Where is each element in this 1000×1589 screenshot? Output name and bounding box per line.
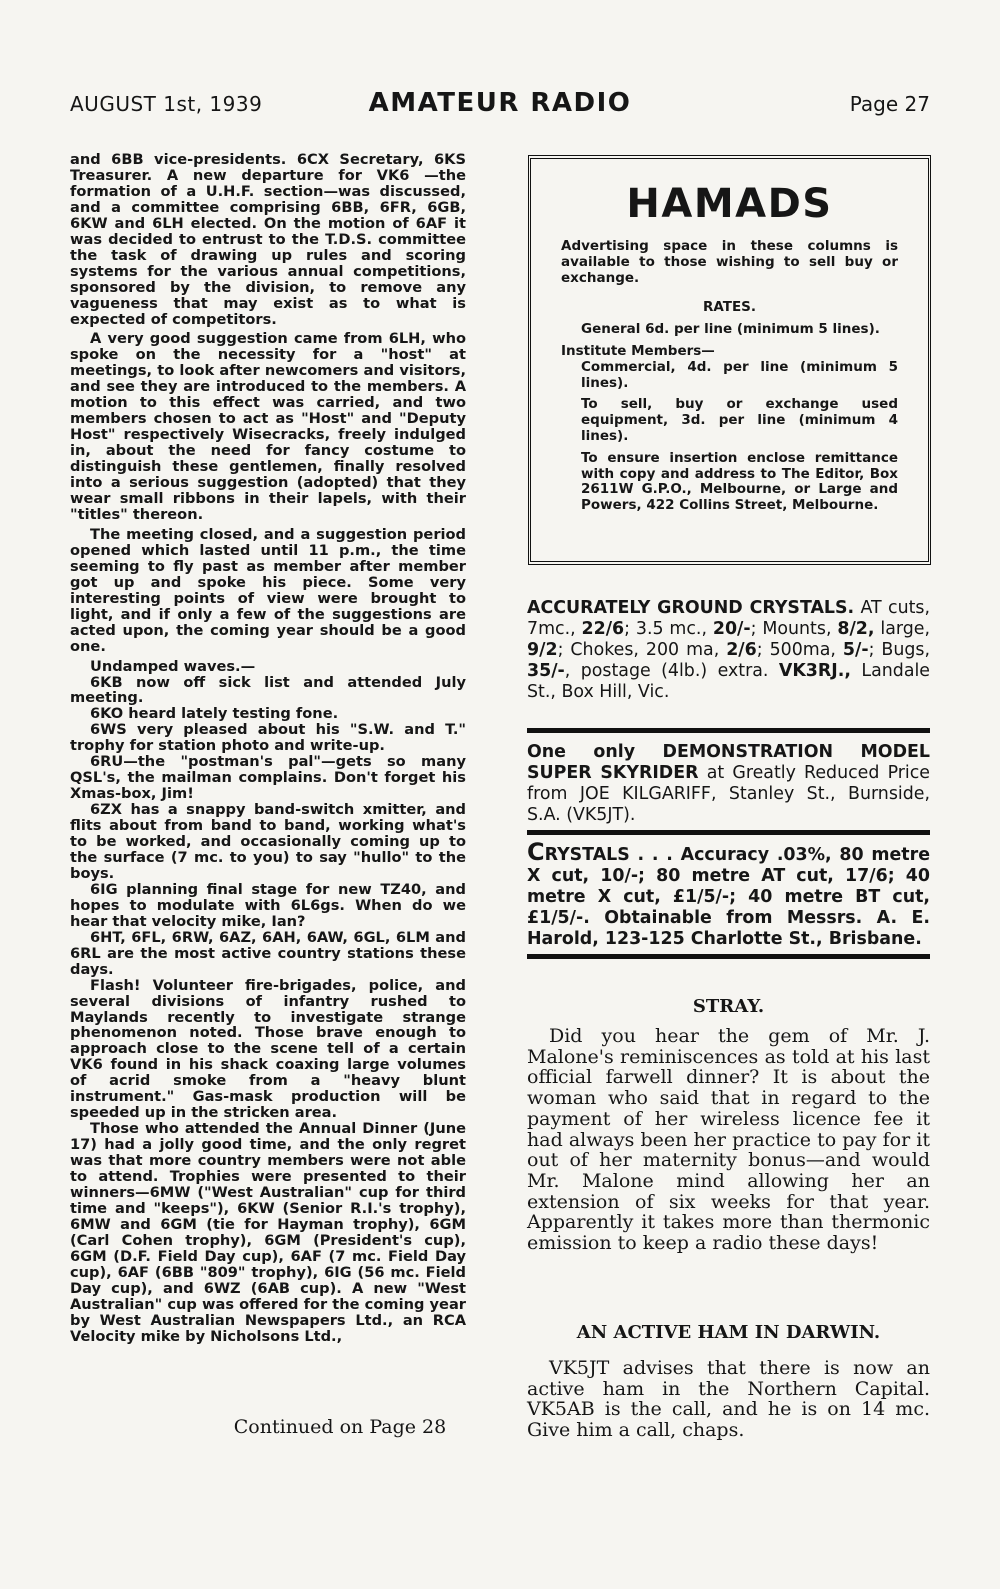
divider-rule [527,954,930,959]
ad-price: 22/6 [581,619,625,639]
stray-body [527,1026,930,1254]
article-paragraph: The meeting closed, and a suggestion period opened which lasted until 11 p.m., the time seeming to fly past as member after member got up and spoke his piece. Some very interesting points of view were brought to light, and if only a few of the suggestions are acted upon, the coming year should be a good one. [70,525,466,655]
ad-text: Landale St., Box Hill, Vic. [527,661,931,702]
rates-heading: RATES. [702,299,757,316]
rate-commercial: Commercial, 4d. per line (minimum 5 lines). [581,358,898,391]
issue-date: AUGUST 1st, 1939 [70,92,263,116]
rate-used-equipment: To sell, buy or exchange used equipment, 3d. per line (minimum 4 lines). [581,396,898,444]
hamads-body [561,239,898,514]
article-paragraph: 6KB now off sick list and attended July meeting. [70,673,466,707]
article-paragraph: 6WS very pleased about his "S.W. and T." trophy for station photo and write-up. [70,721,466,755]
ad-heading: ACCURATELY GROUND CRYSTALS. [527,598,855,618]
article-paragraph: 6HT, 6FL, 6RW, 6AZ, 6AH, 6AW, 6GL, 6LM and 6RL are the most active country stations these days. [70,928,466,978]
article-paragraph: 6ZX has a snappy band-switch xmitter, and flits about from band to band, working what's to be worked, and occasionally coming up to the surface (7 mc. to you) to say "hullo" to the boys. [70,801,466,882]
darwin-body [527,1358,930,1441]
ad-text: ; Mounts, [750,619,838,639]
ad-text: AT cuts, 7mc., [527,598,930,639]
darwin-title: AN ACTIVE HAM IN DARWIN. [576,1322,881,1343]
article-paragraph: Those who attended the Annual Dinner (June 17) had a jolly good time, and the only regret was that more country members were not able to attend. Trophies were presented to their winners—6MW ("West Australian" cup for third time and "keeps"), 6KW (Senior R.I.'s trophy), 6MW and 6GM (tie for Hayman trophy), 6GM (Carl Cohen trophy), 6GM (President's cup), 6GM (D.F. Field Day cup), 6AF (7 mc. Field Day cup), 6AF (6BB "809" trophy), 6IG (56 mc. Field Day cup), and 6WZ (6AB cup). A new "West Australian" cup was offered for the coming year by West Australian Newspapers Ltd., an RCA Velocity mike by Nicholsons Ltd., [70,1120,466,1345]
left-column-article [70,152,466,1345]
ad-demonstration-model [527,742,930,826]
ad-price: 8/2, [837,619,875,639]
rate-general: General 6d. per line (minimum 5 lines). [581,321,880,338]
article-paragraph: 6RU—the "postman's pal"—gets so many QSL's, the mailman complains. Don't forget his Xmas-box, Jim! [70,753,466,803]
stray-paragraph: Did you hear the gem of Mr. J. Malone's reminiscences as told at his last official farwell dinner? It is about the woman who said that in regard to the payment of her wireless licence fee it had always been her practice to pay for it out of her maternity bonus—and would Mr. Malone mind allowing her an extension of six weeks for that year. Apparently it takes more than thermonic emission to keep a radio these days! [527,1025,930,1255]
ad-text: Accuracy .03%, 80 metre X cut, 10/-; 80 metre AT cut, 17/6; 40 metre X cut, £1/5/-; 40 metre BT cut, £1/5/-. Obtainable from Messrs. A. E. Harold, 123-125 Charlotte St., Brisbane. [527,845,930,949]
drop-letter: C [527,838,545,866]
insertion-note: To ensure insertion enclose remittance with copy and address to The Editor, Box 2611W G.P.O., Melbourne, or Large and Powers, 422 Collins Street, Melbourne. [581,449,898,514]
ad-text: ; 500ma, [756,640,843,660]
ad-price: 9/2 [527,640,558,660]
ad-heading: RYSTALS . . . [544,845,673,865]
ad-callsign: VK3RJ., [778,661,851,681]
ad-text: ; Bugs, [868,640,930,660]
ad-text: ; Chokes, 200 ma, [557,640,727,660]
ad-heading: One only DEMONSTRATION MODEL SUPER SKYRIDER [527,742,930,783]
page-number: Page 27 [849,92,930,116]
ad-text: at Greatly Reduced Price from JOE KILGARIFF, Stanley St., Burnside, S.A. (VK5JT). [527,763,930,825]
ad-price: 35/- [527,661,565,681]
ad-price: 2/6 [726,640,757,660]
article-paragraph: 6IG planning final stage for new TZ40, and hopes to modulate with 6L6gs. When do we hear that velocity mike, Ian? [70,880,466,930]
darwin-paragraph: VK5JT advises that there is now an active ham in the Northern Capital. VK5AB is the call, and he is on 14 mc. Give him a call, chaps. [527,1357,930,1442]
article-paragraph: and 6BB vice-presidents. 6CX Secretary, 6KS Treasurer. A new departure for VK6 —the formation of a U.H.F. section—was discussed, and a committee comprising 6BB, 6FR, 6GB, 6KW and 6LH elected. On the motion of 6AF it was decided to entrust to the T.D.S. committee the task of drawing up rules and scoring systems for the various annual competitions, sponsored by the division, to remove any vagueness that may exist as to what is expected of competitors. [70,151,466,328]
page-header [70,88,930,124]
magazine-title: AMATEUR RADIO [368,88,632,118]
hamads-box [528,155,931,565]
continued-note: Continued on Page 28 [233,1416,447,1438]
ad-crystals-brisbane [527,838,930,950]
article-paragraph: Undamped waves.— [90,657,256,675]
article-paragraph: 6KO heard lately testing fone. [90,705,339,723]
divider-rule [527,830,930,835]
ad-price: 5/- [842,640,869,660]
ad-text: large, [874,619,930,639]
divider-rule [527,728,930,733]
hamads-title: HAMADS [626,181,833,227]
ad-ground-crystals [527,598,930,703]
institute-heading: Institute Members— [561,342,715,359]
ad-text: ; 3.5 mc., [624,619,713,639]
ad-price: 20/- [712,619,751,639]
hamads-intro: Advertising space in these columns is available to those wishing to sell buy or exchange. [561,238,898,286]
article-paragraph: A very good suggestion came from 6LH, who spoke on the necessity for a "host" at meetings, to look after newcomers and visitors, and see they are introduced to the members. A motion to this effect was carried, and two members chosen to act as "Host" and "Deputy Host" respectively Wisecracks, freely indulged in, about the need for fancy costume to distinguish these gentlemen, finally resolved into a serious suggestion (adopted) that they wear small ribbons in their lapels, with their "titles" thereon. [70,330,466,523]
article-paragraph: Flash! Volunteer fire-brigades, police, and several divisions of infantry rushed to Maylands recently to investigate strange phenomenon noted. Those brave enough to approach close to the scene tell of a certain VK6 found in his shack coaxing large volumes of acrid smoke from a "heavy blunt instrument." Gas-mask production will be speeded up in the stricken area. [70,976,466,1122]
ad-text: , postage (4lb.) extra. [564,661,779,681]
stray-title: STRAY. [692,996,765,1017]
